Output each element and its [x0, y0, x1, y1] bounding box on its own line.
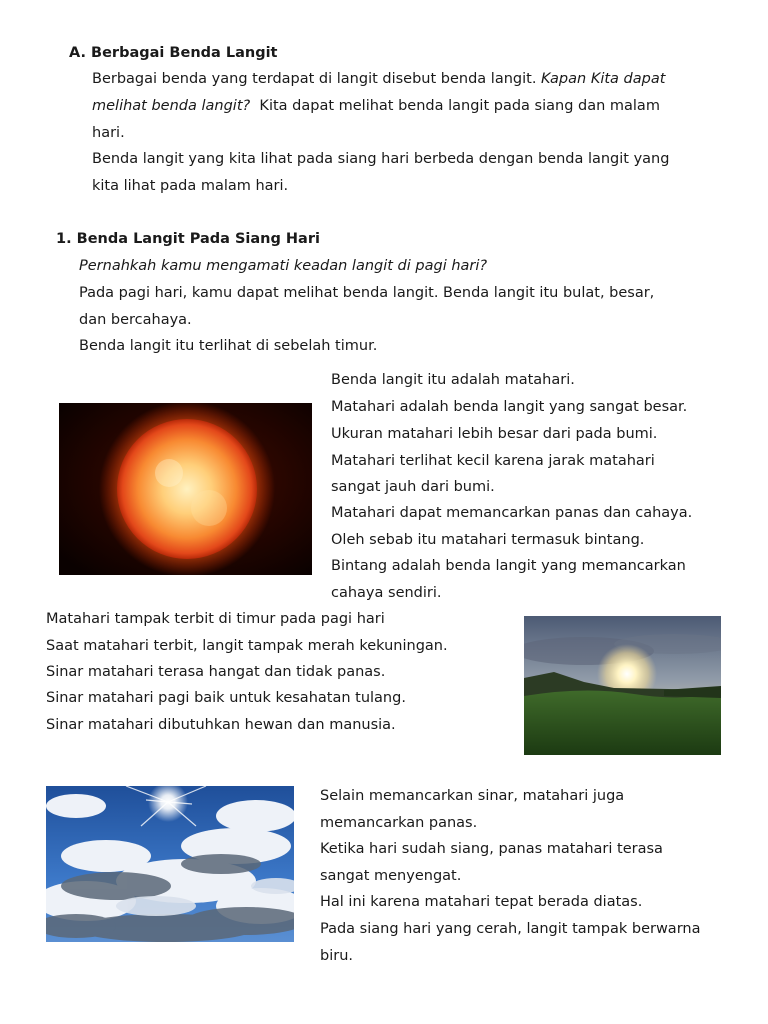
section-a-p1-plain-2: Kita dapat melihat benda langit pada siang dan malam: [250, 98, 660, 114]
noon-text-line: Ketika hari sudah siang, panas matahari terasa: [320, 841, 663, 857]
sunrise-landscape-image: [524, 616, 721, 755]
section-1-question: Pernahkah kamu mengamati keadan langit di pagi hari?: [79, 258, 488, 274]
sunny-sky-clouds-image: [46, 786, 294, 942]
section-a-paragraph-1-line-1: [92, 69, 665, 89]
section-a-p1-italic-2: melihat benda langit?: [92, 98, 251, 114]
section-a-paragraph-2-line-2: kita lihat pada malam hari.: [92, 178, 289, 194]
section-a-p1-plain: Berbagai benda yang terdapat di langit disebut benda langit.: [92, 71, 542, 87]
sun-text-line: Oleh sebab itu matahari termasuk bintang.: [331, 532, 645, 548]
sun-image: [59, 403, 312, 575]
section-1-line-1: Pada pagi hari, kamu dapat melihat benda langit. Benda langit itu bulat, besar,: [79, 285, 655, 301]
section-a-heading: A. Berbagai Benda Langit: [69, 45, 278, 61]
sun-text-line: Matahari dapat memancarkan panas dan cahaya.: [331, 505, 693, 521]
sun-text-line: Ukuran matahari lebih besar dari pada bumi.: [331, 426, 658, 442]
morning-text-line: Sinar matahari pagi baik untuk kesahatan tulang.: [46, 690, 406, 706]
noon-text-line: Selain memancarkan sinar, matahari juga: [320, 788, 625, 804]
noon-text-line: Hal ini karena matahari tepat berada diatas.: [320, 894, 643, 910]
section-a-paragraph-1-line-2: [92, 96, 660, 116]
section-1-line-2: dan bercahaya.: [79, 312, 192, 328]
noon-text-line: biru.: [320, 948, 353, 964]
sun-text-line: Matahari terlihat kecil karena jarak matahari: [331, 453, 655, 469]
section-1-line-3: Benda langit itu terlihat di sebelah timur.: [79, 338, 378, 354]
morning-text-line: Sinar matahari dibutuhkan hewan dan manusia.: [46, 717, 396, 733]
sun-text-line: Matahari adalah benda langit yang sangat besar.: [331, 399, 688, 415]
noon-text-line: memancarkan panas.: [320, 815, 478, 831]
morning-text-line: Saat matahari terbit, langit tampak merah kekuningan.: [46, 638, 448, 654]
sun-text-line: Bintang adalah benda langit yang memancarkan: [331, 558, 686, 574]
section-1-heading: 1. Benda Langit Pada Siang Hari: [56, 231, 320, 247]
sun-text-line: cahaya sendiri.: [331, 585, 442, 601]
morning-text-line: Sinar matahari terasa hangat dan tidak panas.: [46, 664, 386, 680]
section-a-paragraph-2-line-1: Benda langit yang kita lihat pada siang hari berbeda dengan benda langit yang: [92, 151, 670, 167]
noon-text-line: sangat menyengat.: [320, 868, 462, 884]
sun-text-line: sangat jauh dari bumi.: [331, 479, 495, 495]
section-a-p1-italic: Kapan Kita dapat: [541, 71, 666, 87]
section-a-paragraph-1-line-3: hari.: [92, 125, 125, 141]
morning-text-line: Matahari tampak terbit di timur pada pagi hari: [46, 611, 385, 627]
sun-text-line: Benda langit itu adalah matahari.: [331, 372, 575, 388]
noon-text-line: Pada siang hari yang cerah, langit tampak berwarna: [320, 921, 701, 937]
